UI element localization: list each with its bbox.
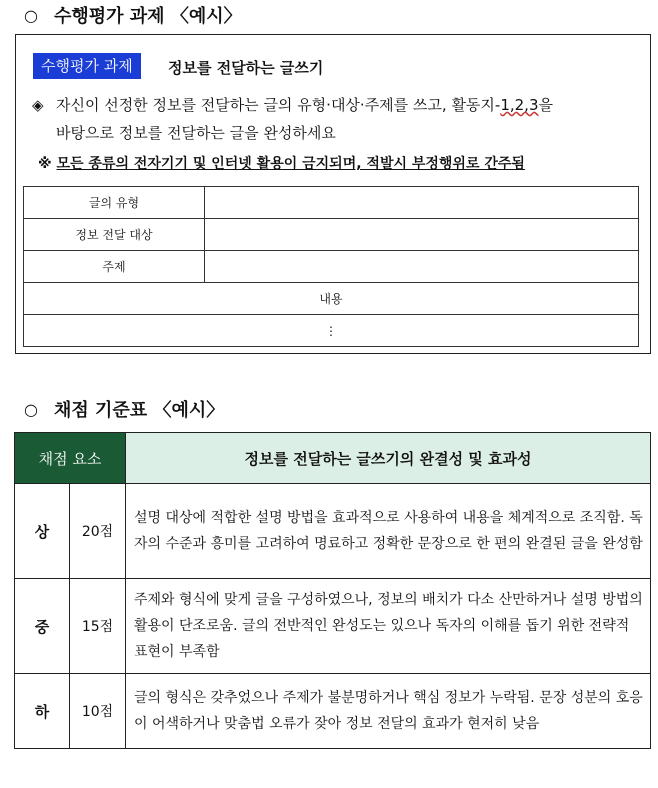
form-row-type	[24, 187, 639, 219]
warning-text: 모든 종류의 전자기기 및 인터넷 활용이 금지되며, 적발시 부정행위로 간주됨	[56, 156, 525, 172]
task-heading-text: 수행평가 과제 〈예시〉	[53, 6, 242, 27]
form-row-more	[24, 315, 639, 347]
description-cell: 글의 형식은 갖추었으나 주제가 불분명하거나 핵심 정보가 누락됨. 문장 성분의 호응이 어색하거나 맞춤법 오류가 잦아 정보 전달의 효과가 현저히 낮음	[126, 674, 651, 749]
type-label: 글의 유형	[24, 187, 205, 219]
element-header: 채점 요소	[15, 433, 126, 484]
criterion-header: 정보를 전달하는 글쓰기의 완결성 및 효과성	[126, 433, 651, 484]
vertical-ellipsis-icon[interactable]: ⋮	[24, 315, 639, 347]
task-tag: 수행평가 과제	[33, 53, 141, 79]
instruction	[32, 91, 644, 147]
table-row	[15, 579, 651, 674]
topic-label: 주제	[24, 251, 205, 283]
content-label: 내용	[24, 283, 639, 315]
form-row-content	[24, 283, 639, 315]
answer-form	[23, 186, 639, 347]
criteria-heading-text: 채점 기준표 〈예시〉	[53, 400, 225, 421]
warning	[38, 153, 525, 173]
table-row	[15, 674, 651, 749]
instruction-text-c: 을	[538, 96, 553, 114]
criteria-header-row	[15, 433, 651, 484]
task-title: 정보를 전달하는 글쓰기	[168, 59, 324, 77]
score-cell: 20점	[70, 484, 126, 579]
criteria-section-heading	[24, 396, 224, 422]
reference-mark-icon: ※	[38, 156, 52, 172]
task-box	[15, 34, 651, 354]
diamond-bullet-icon: ◈	[32, 96, 44, 114]
form-row-target	[24, 219, 639, 251]
score-cell: 10점	[70, 674, 126, 749]
task-section-heading	[24, 2, 242, 28]
target-field[interactable]	[205, 219, 639, 251]
grade-cell: 중	[15, 579, 70, 674]
target-label: 정보 전달 대상	[24, 219, 205, 251]
topic-field[interactable]	[205, 251, 639, 283]
circle-bullet-icon: ○	[24, 399, 38, 419]
circle-bullet-icon: ○	[24, 5, 38, 25]
instruction-text-b: 1,2,3	[500, 96, 539, 114]
score-cell: 15점	[70, 579, 126, 674]
description-cell: 설명 대상에 적합한 설명 방법을 효과적으로 사용하여 내용을 체계적으로 조직함. 독자의 수준과 흥미를 고려하여 명료하고 정확한 문장으로 한 편의 완결된 글을 완성함	[126, 484, 651, 579]
instruction-line-2: 바탕으로 정보를 전달하는 글을 완성하세요	[56, 124, 336, 142]
criteria-table	[14, 432, 651, 749]
instruction-text-a: 자신이 선정한 정보를 전달하는 글의 유형·대상·주제를 쓰고, 활동지-	[56, 96, 501, 114]
form-row-topic	[24, 251, 639, 283]
table-row	[15, 484, 651, 579]
description-cell: 주제와 형식에 맞게 글을 구성하였으나, 정보의 배치가 다소 산만하거나 설명 방법의 활용이 단조로움. 글의 전반적인 완성도는 있으나 독자의 이해를 돕기 위한 전략적 표현이 부족함	[126, 579, 651, 674]
grade-cell: 하	[15, 674, 70, 749]
grade-cell: 상	[15, 484, 70, 579]
type-field[interactable]	[205, 187, 639, 219]
